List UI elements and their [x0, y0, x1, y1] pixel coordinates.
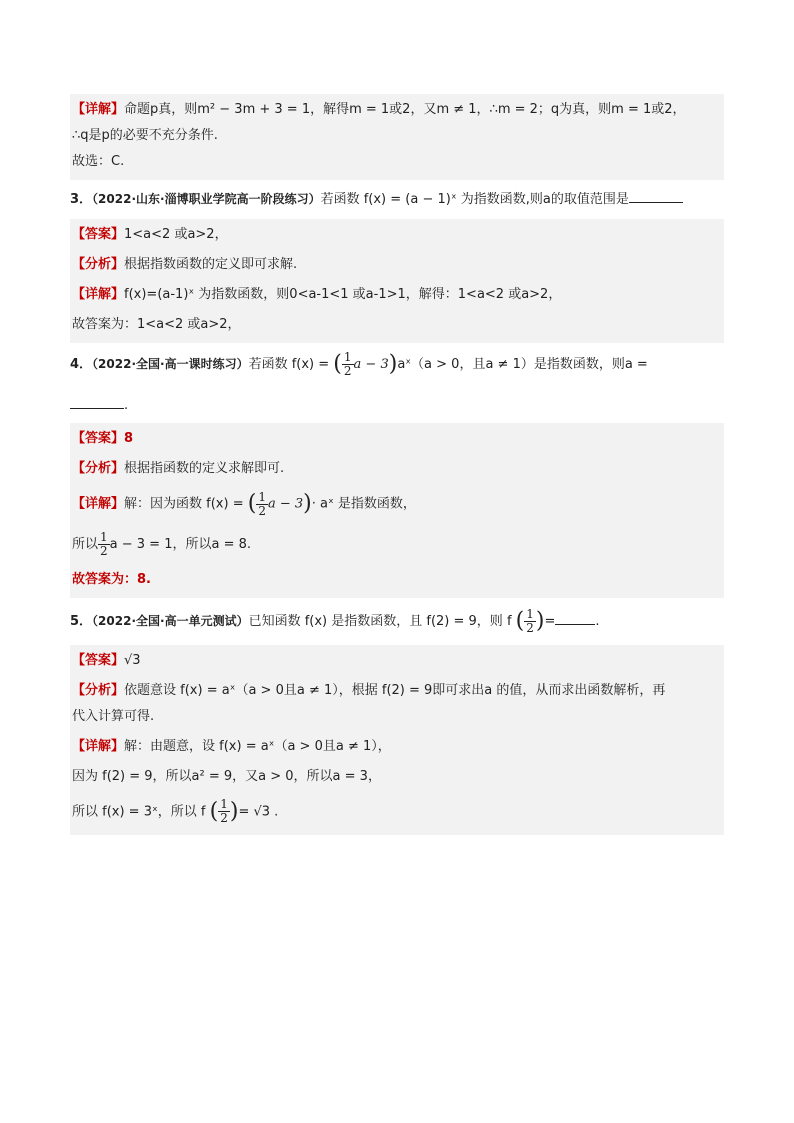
detail-text: 解：由题意，设 f(x) = aˣ（a > 0且a ≠ 1）， — [124, 738, 391, 754]
detail-text-post: · aˣ 是指数函数， — [311, 496, 416, 512]
solution-box-4 — [70, 423, 724, 598]
question-stem-post: aˣ（a > 0，且a ≠ 1）是指数函数，则a = — [397, 357, 648, 372]
fraction-numerator: 1 — [100, 529, 108, 544]
question-source: （2022·全国·高一单元测试） — [92, 613, 249, 628]
detail-line — [72, 489, 720, 520]
fraction — [218, 798, 230, 825]
detail-text: ∴q是p的必要不充分条件. — [72, 128, 218, 143]
analysis-tag: 【分析】 — [72, 461, 125, 476]
paren-right: ) — [229, 798, 239, 824]
answer-line — [72, 429, 720, 449]
fraction-denominator: 2 — [343, 364, 352, 378]
final-answer-text: 故答案为：8. — [72, 571, 151, 587]
solution-box-2 — [70, 94, 724, 180]
question-stem-pre: 若函数 f(x) = — [248, 357, 330, 372]
question-3 — [70, 180, 724, 219]
question-4 — [70, 343, 724, 386]
analysis-tag: 【分析】 — [72, 257, 125, 272]
detail-line — [72, 737, 720, 757]
analysis-text: 依题意设 f(x) = aˣ（a > 0且a ≠ 1），根据 f(2) = 9即可求出a 的值，从而求出函数解析，再 — [124, 682, 666, 698]
answer-blank — [629, 188, 683, 203]
fraction — [98, 531, 110, 558]
paren-left: ( — [209, 798, 219, 824]
so-line — [72, 530, 720, 560]
so-text-mid: a − 3 = 1，所以a = 8. — [109, 536, 252, 552]
final-answer — [72, 152, 720, 172]
answer-text: 1<a<2 或a>2， — [124, 227, 228, 242]
analysis-tag: 【分析】 — [72, 682, 125, 698]
fraction — [342, 351, 354, 378]
analysis-line — [72, 459, 720, 479]
detail-line — [72, 126, 720, 146]
detail-line-3 — [72, 797, 720, 828]
fraction-denominator: 2 — [220, 811, 228, 825]
fraction-numerator: 1 — [258, 489, 266, 504]
paren-left: ( — [247, 491, 257, 516]
analysis-line — [72, 681, 720, 701]
analysis-text: 根据指函数的定义求解即可. — [124, 461, 285, 476]
detail-line — [72, 285, 720, 305]
question-4-blank-line — [70, 386, 724, 423]
so-text-pre: 所以 — [72, 536, 99, 552]
fraction-denominator: 2 — [100, 543, 108, 558]
detail-text: f(x)=(a-1)ˣ 为指数函数，则0<a-1<1 或a-1>1，解得：1<a<2 或a>2， — [124, 287, 562, 302]
final-answer-text: 故答案为：1<a<2 或a>2， — [72, 317, 241, 332]
fraction-denominator: 2 — [258, 503, 266, 518]
detail-text-pre: 所以 f(x) = 3ˣ，所以 f — [72, 804, 206, 819]
answer-line — [72, 225, 720, 245]
fraction-numerator: 1 — [526, 606, 534, 621]
final-answer — [72, 315, 720, 335]
question-number: 4． — [70, 357, 93, 372]
detail-tag: 【详解】 — [72, 738, 125, 754]
answer-text: 8 — [124, 431, 134, 446]
answer-tag: 【答案】 — [72, 652, 125, 668]
question-stem-pre: 已知函数 f(x) 是指数函数，且 f(2) = 9，则 f — [248, 613, 512, 629]
answer-blank — [70, 394, 124, 409]
question-number: 5． — [70, 613, 93, 629]
question-number: 3． — [70, 192, 93, 207]
detail-tag: 【详解】 — [72, 496, 125, 512]
analysis-line-2 — [72, 707, 720, 727]
question-source: （2022·山东·淄博职业学院高一阶段练习） — [92, 192, 321, 206]
blank-period: . — [595, 613, 600, 629]
question-stem-mid: a − 3 — [353, 357, 389, 372]
detail-text: 因为 f(2) = 9，所以a² = 9，又a > 0，所以a = 3， — [72, 768, 381, 784]
question-stem-post: = — [544, 613, 556, 629]
analysis-text: 代入计算可得. — [72, 708, 155, 724]
answer-tag: 【答案】 — [72, 431, 125, 446]
detail-text: 命题p真，则m² − 3m + 3 = 1，解得m = 1或2，又m ≠ 1，∴m = 2；q为真，则m = 1或2， — [124, 102, 686, 117]
detail-line-2 — [72, 767, 720, 787]
detail-text-post: = √3 . — [238, 804, 279, 819]
detail-line — [72, 100, 720, 120]
detail-tag: 【详解】 — [72, 102, 125, 117]
answer-line — [72, 651, 720, 671]
fraction — [524, 608, 536, 635]
fraction — [256, 491, 268, 518]
solution-box-3 — [70, 219, 724, 343]
paren-right: ) — [535, 608, 545, 633]
detail-text-pre: 解：因为函数 f(x) = — [124, 496, 244, 512]
detail-tag: 【详解】 — [72, 287, 125, 302]
fraction-numerator: 1 — [343, 350, 352, 364]
answer-text: √3 — [124, 652, 141, 668]
analysis-line — [72, 255, 720, 275]
question-5 — [70, 598, 724, 645]
answer-blank — [555, 610, 595, 625]
fraction-denominator: 2 — [526, 620, 534, 635]
answer-tag: 【答案】 — [72, 227, 125, 242]
solution-box-5 — [70, 645, 724, 836]
fraction-numerator: 1 — [220, 797, 228, 811]
final-answer — [72, 570, 720, 590]
analysis-text: 根据指数函数的定义即可求解. — [124, 257, 298, 272]
blank-period: . — [124, 398, 129, 413]
page — [70, 94, 724, 835]
question-source: （2022·全国·高一课时练习） — [92, 357, 249, 371]
question-stem: 若函数 f(x) = (a − 1)ˣ 为指数函数,则a的取值范围是 — [320, 192, 629, 207]
final-answer-text: 故选：C. — [72, 154, 125, 169]
paren-right: ) — [388, 351, 398, 377]
detail-text-mid: a − 3 — [267, 496, 304, 512]
paren-left: ( — [515, 608, 525, 633]
paren-right: ) — [303, 491, 312, 516]
paren-left: ( — [333, 351, 342, 377]
